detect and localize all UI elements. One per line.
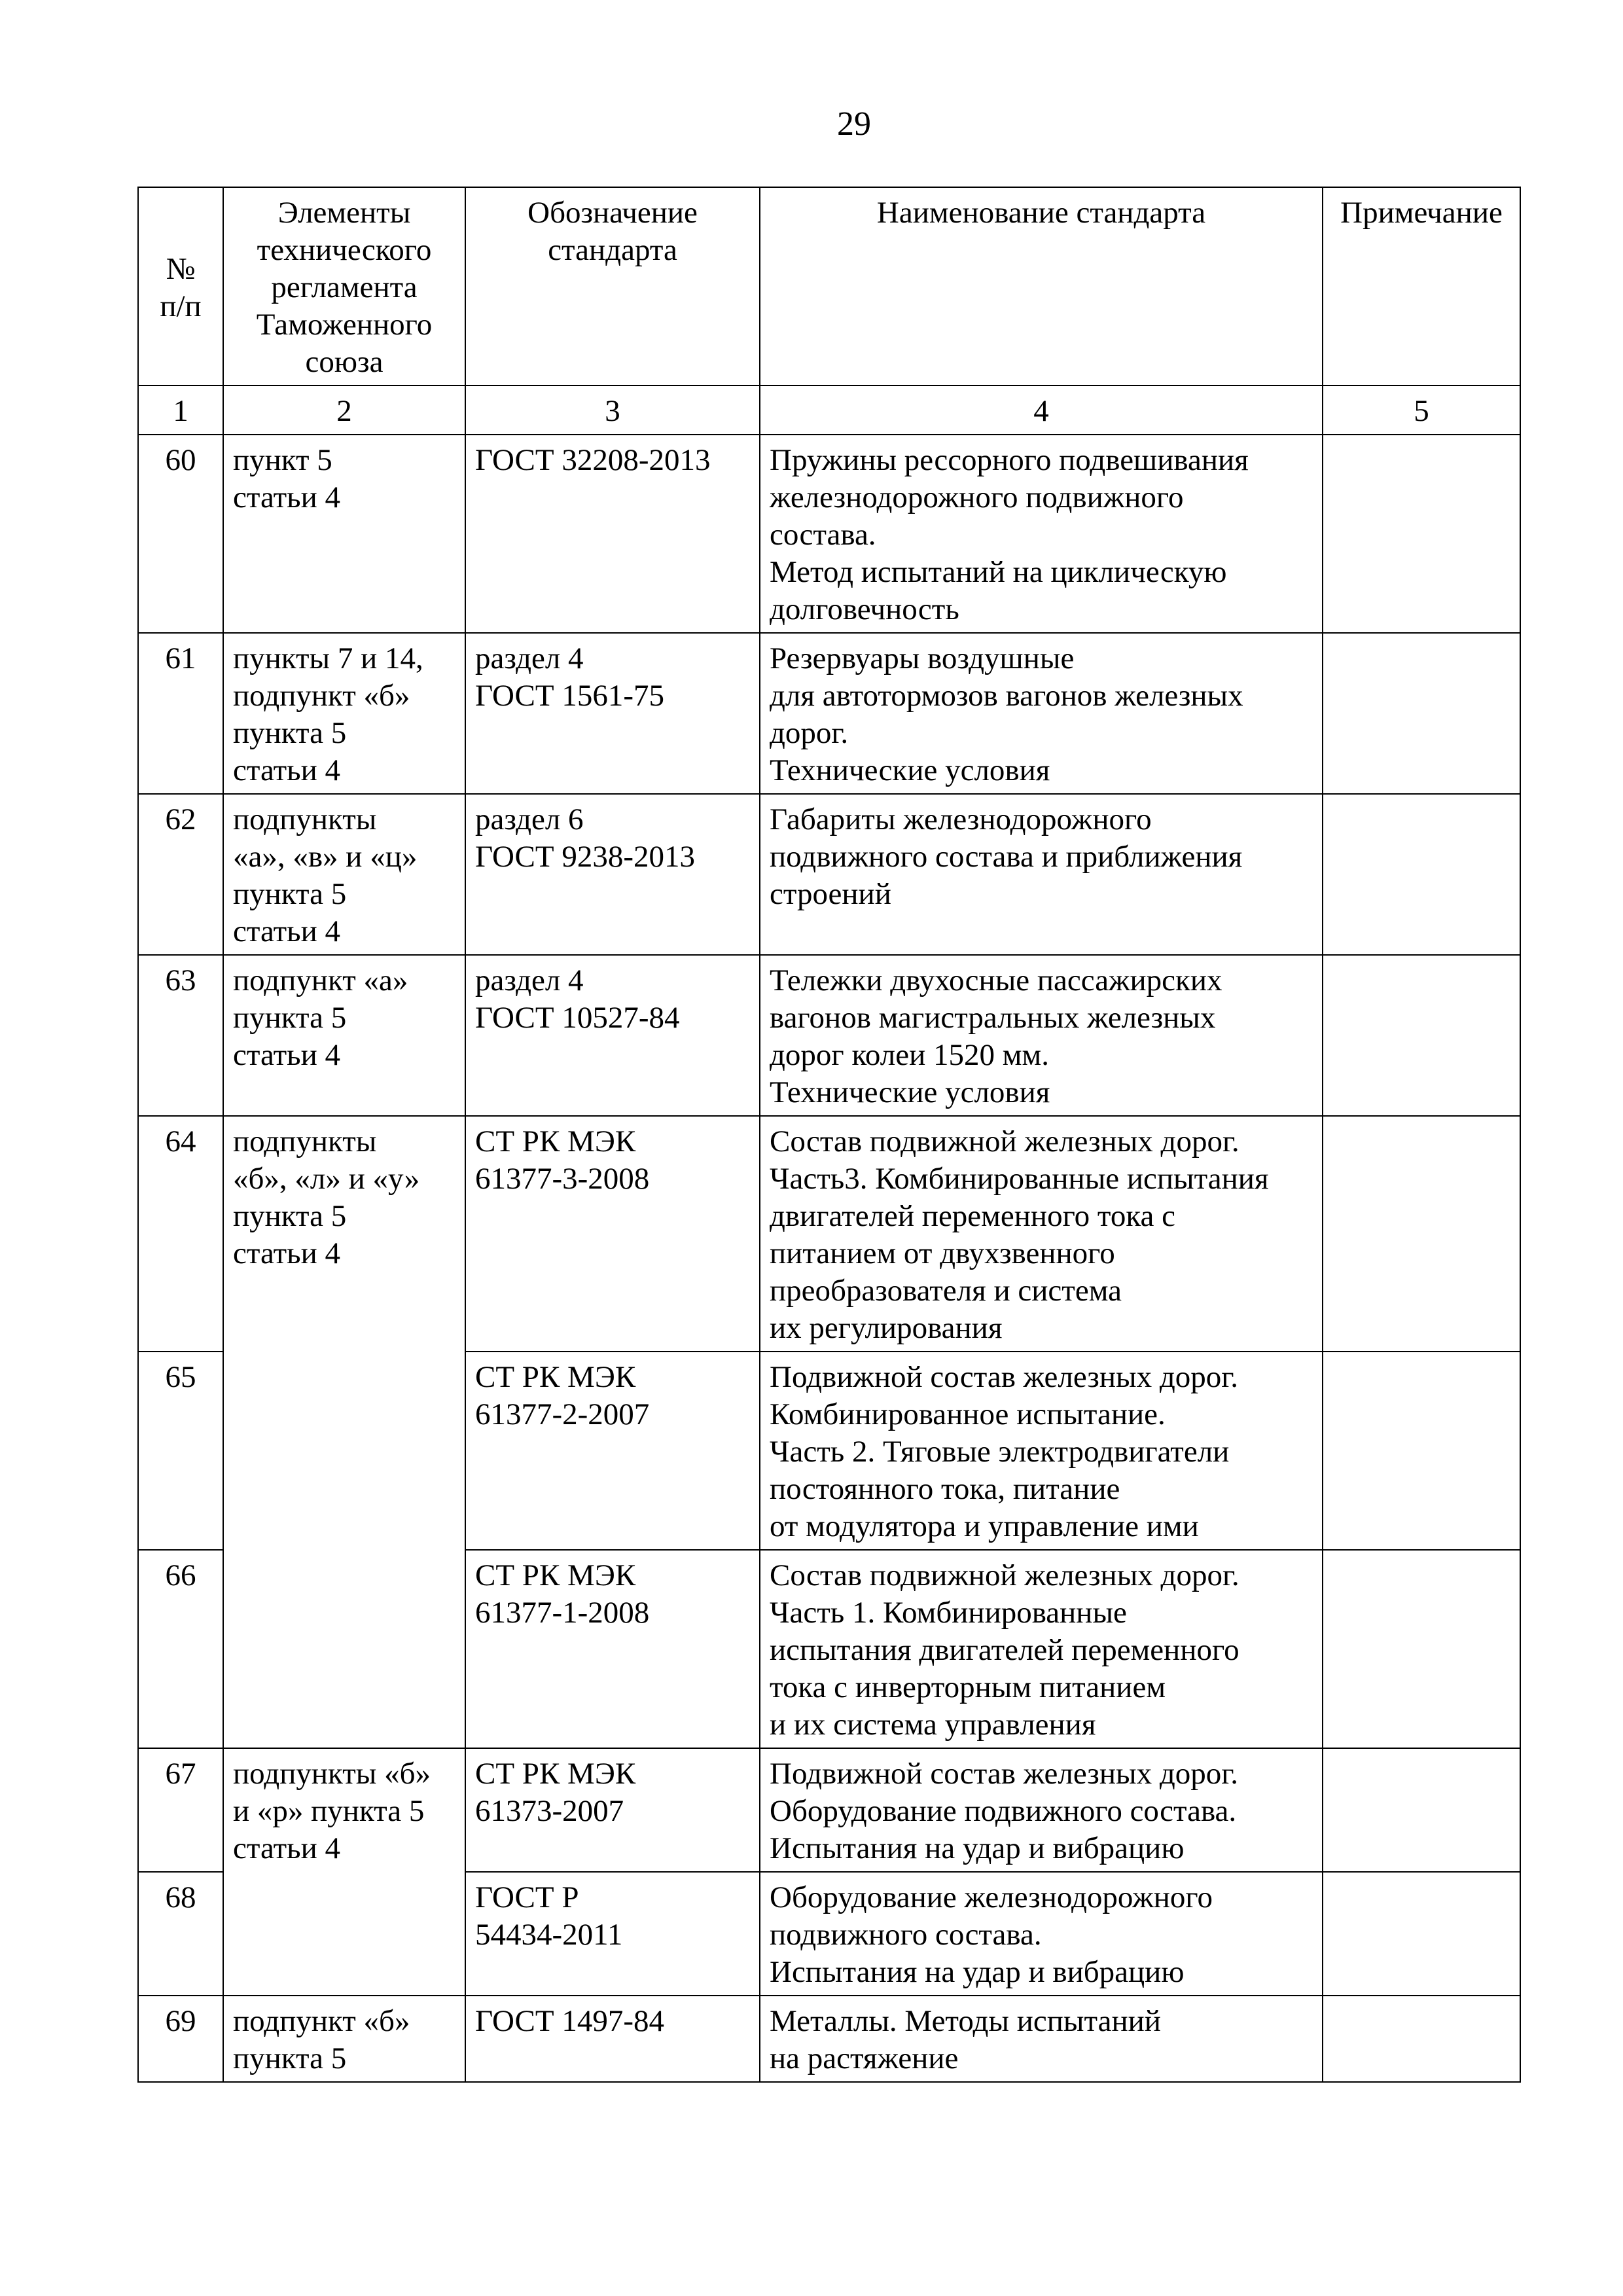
regulation-element-line: статьи 4 — [233, 753, 340, 787]
note — [1323, 633, 1520, 794]
regulation-element — [223, 1116, 465, 1748]
standard-name-line: Оборудование подвижного состава. — [770, 1794, 1237, 1828]
regulation-element-line: статьи 4 — [233, 1831, 340, 1865]
standard-name-line: питанием от двухзвенного — [770, 1236, 1115, 1270]
row-number: 64 — [138, 1116, 223, 1352]
table-row — [138, 955, 1520, 1116]
standard-designation-line: 61377-1-2008 — [475, 1596, 650, 1630]
standard-designation — [465, 1550, 760, 1748]
standard-name-line: подвижного состава и приближения — [770, 840, 1243, 874]
standard-designation-line: ГОСТ 10527-84 — [475, 1001, 680, 1035]
standard-designation-line: 61373-2007 — [475, 1794, 624, 1828]
standard-name-line: Часть3. Комбинированные испытания — [770, 1162, 1269, 1196]
row-number: 62 — [138, 794, 223, 955]
regulation-element-line: статьи 4 — [233, 1038, 340, 1072]
standard-designation — [465, 435, 760, 633]
row-number: 66 — [138, 1550, 223, 1748]
regulation-element — [223, 1996, 465, 2082]
note — [1323, 435, 1520, 633]
standard-name-line: Технические условия — [770, 753, 1050, 787]
standard-name — [760, 1996, 1323, 2082]
regulation-element-line: пункта 5 — [233, 716, 347, 750]
standard-name — [760, 633, 1323, 794]
header-row — [138, 187, 1520, 386]
standard-designation-line: 61377-2-2007 — [475, 1397, 650, 1431]
standard-name — [760, 955, 1323, 1116]
regulation-element-line: пункты 7 и 14, — [233, 641, 423, 675]
standard-name-line: Испытания на удар и вибрацию — [770, 1955, 1185, 1989]
regulation-element-line: пункт 5 — [233, 443, 332, 477]
standard-name-line: вагонов магистральных железных — [770, 1001, 1216, 1035]
standard-name-line: железнодорожного подвижного — [770, 480, 1184, 514]
header-designation: Обозначение стандарта — [465, 187, 760, 386]
standard-designation-line: СТ РК МЭК — [475, 1124, 636, 1158]
standard-name-line: Оборудование железнодорожного — [770, 1880, 1213, 1914]
regulation-element — [223, 435, 465, 633]
note — [1323, 1352, 1520, 1550]
regulation-element — [223, 1748, 465, 1996]
standard-name-line: тока с инверторным питанием — [770, 1670, 1166, 1704]
standards-table — [137, 187, 1521, 2083]
standard-name-line: Подвижной состав железных дорог. — [770, 1360, 1238, 1394]
standard-name-line: Часть 1. Комбинированные — [770, 1596, 1127, 1630]
standard-name-line: состава. — [770, 518, 876, 552]
note — [1323, 1116, 1520, 1352]
standard-designation — [465, 955, 760, 1116]
standard-name-line: на растяжение — [770, 2041, 959, 2075]
standard-designation-line: 61377-3-2008 — [475, 1162, 650, 1196]
regulation-element-line: статьи 4 — [233, 1236, 340, 1270]
regulation-element-line: «б», «л» и «у» — [233, 1162, 420, 1196]
standard-designation — [465, 633, 760, 794]
standard-designation-line: раздел 6 — [475, 802, 584, 836]
standard-designation — [465, 1872, 760, 1996]
column-number: 1 — [138, 386, 223, 435]
table-row — [138, 435, 1520, 633]
standard-name-line: Состав подвижной железных дорог. — [770, 1558, 1240, 1592]
note — [1323, 1550, 1520, 1748]
standard-name — [760, 794, 1323, 955]
row-number: 68 — [138, 1872, 223, 1996]
regulation-element — [223, 794, 465, 955]
row-number: 65 — [138, 1352, 223, 1550]
regulation-element-line: пункта 5 — [233, 1199, 347, 1233]
standard-name-line: преобразователя и система — [770, 1274, 1122, 1308]
standard-name-line: Габариты железнодорожного — [770, 802, 1152, 836]
standard-name-line: Подвижной состав железных дорог. — [770, 1757, 1238, 1791]
regulation-element-line: статьи 4 — [233, 914, 340, 948]
row-number: 61 — [138, 633, 223, 794]
regulation-element-line: статьи 4 — [233, 480, 340, 514]
standard-name — [760, 1550, 1323, 1748]
row-number: 67 — [138, 1748, 223, 1872]
standard-designation-line: СТ РК МЭК — [475, 1757, 636, 1791]
column-number: 5 — [1323, 386, 1520, 435]
standard-name-line: Испытания на удар и вибрацию — [770, 1831, 1185, 1865]
standard-name-line: двигателей переменного тока с — [770, 1199, 1175, 1233]
column-number: 4 — [760, 386, 1323, 435]
table-row — [138, 794, 1520, 955]
regulation-element-line: подпункт «б» — [233, 2004, 410, 2038]
regulation-element-line: подпункты «б» — [233, 1757, 431, 1791]
standard-designation — [465, 1748, 760, 1872]
standard-designation-line: ГОСТ 1497-84 — [475, 2004, 664, 2038]
standard-name-line: долговечность — [770, 592, 959, 626]
column-number-row — [138, 386, 1520, 435]
regulation-element — [223, 633, 465, 794]
table-row — [138, 1748, 1520, 1872]
standard-name-line: их регулирования — [770, 1311, 1003, 1345]
standard-name-line: постоянного тока, питание — [770, 1472, 1120, 1506]
standard-name-line: и их система управления — [770, 1708, 1096, 1742]
regulation-element-line: подпункт «б» — [233, 679, 410, 713]
standard-designation-line: ГОСТ 1561-75 — [475, 679, 664, 713]
column-number: 2 — [223, 386, 465, 435]
standard-name — [760, 435, 1323, 633]
standard-name — [760, 1352, 1323, 1550]
header-note: Примечание — [1323, 187, 1520, 386]
standard-name-line: Резервуары воздушные — [770, 641, 1075, 675]
regulation-element-line: пункта 5 — [233, 877, 347, 911]
standard-name-line: испытания двигателей переменного — [770, 1633, 1240, 1667]
standard-name-line: Пружины рессорного подвешивания — [770, 443, 1249, 477]
standard-designation — [465, 1352, 760, 1550]
standard-name-line: Состав подвижной железных дорог. — [770, 1124, 1240, 1158]
standard-designation-line: 54434-2011 — [475, 1918, 623, 1952]
table-row — [138, 1116, 1520, 1352]
note — [1323, 794, 1520, 955]
standard-name-line: Часть 2. Тяговые электродвигатели — [770, 1435, 1230, 1469]
row-number: 69 — [138, 1996, 223, 2082]
regulation-element-line: пункта 5 — [233, 2041, 347, 2075]
header-standard-name: Наименование стандарта — [760, 187, 1323, 386]
row-number: 63 — [138, 955, 223, 1116]
standard-designation-line: раздел 4 — [475, 641, 584, 675]
standard-designation — [465, 794, 760, 955]
page-number: 29 — [837, 105, 871, 143]
table-row — [138, 633, 1520, 794]
regulation-element-line: подпункты — [233, 1124, 377, 1158]
standard-name-line: дорог колеи 1520 мм. — [770, 1038, 1049, 1072]
standard-name-line: Металлы. Методы испытаний — [770, 2004, 1161, 2038]
standard-designation-line: СТ РК МЭК — [475, 1558, 636, 1592]
header-elements: Элементы технического регламента Таможенного союза — [223, 187, 465, 386]
standard-name-line: для автотормозов вагонов железных — [770, 679, 1243, 713]
row-number: 60 — [138, 435, 223, 633]
standard-designation-line: ГОСТ 9238-2013 — [475, 840, 695, 874]
standard-designation-line: ГОСТ Р — [475, 1880, 579, 1914]
standard-designation-line: СТ РК МЭК — [475, 1360, 636, 1394]
regulation-element-line: пункта 5 — [233, 1001, 347, 1035]
column-number: 3 — [465, 386, 760, 435]
standard-designation-line: ГОСТ 32208-2013 — [475, 443, 711, 477]
regulation-element-line: «а», «в» и «ц» — [233, 840, 418, 874]
standard-name-line: Метод испытаний на циклическую — [770, 555, 1227, 589]
note — [1323, 955, 1520, 1116]
standard-name-line: подвижного состава. — [770, 1918, 1042, 1952]
regulation-element — [223, 955, 465, 1116]
standard-designation-line: раздел 4 — [475, 963, 584, 997]
note — [1323, 1872, 1520, 1996]
standard-name-line: Комбинированное испытание. — [770, 1397, 1166, 1431]
regulation-element-line: подпункт «а» — [233, 963, 408, 997]
standard-name-line: Тележки двухосные пассажирских — [770, 963, 1222, 997]
standard-name-line: от модулятора и управление ими — [770, 1509, 1199, 1543]
standard-name — [760, 1116, 1323, 1352]
standard-designation — [465, 1116, 760, 1352]
table-row — [138, 1996, 1520, 2082]
standard-name-line: строений — [770, 877, 891, 911]
note — [1323, 1748, 1520, 1872]
standard-designation — [465, 1996, 760, 2082]
standard-name — [760, 1748, 1323, 1872]
regulation-element-line: подпункты — [233, 802, 377, 836]
standard-name — [760, 1872, 1323, 1996]
note — [1323, 1996, 1520, 2082]
regulation-element-line: и «р» пункта 5 — [233, 1794, 425, 1828]
header-number: № п/п — [138, 187, 223, 386]
standard-name-line: дорог. — [770, 716, 849, 750]
standard-name-line: Технические условия — [770, 1075, 1050, 1109]
